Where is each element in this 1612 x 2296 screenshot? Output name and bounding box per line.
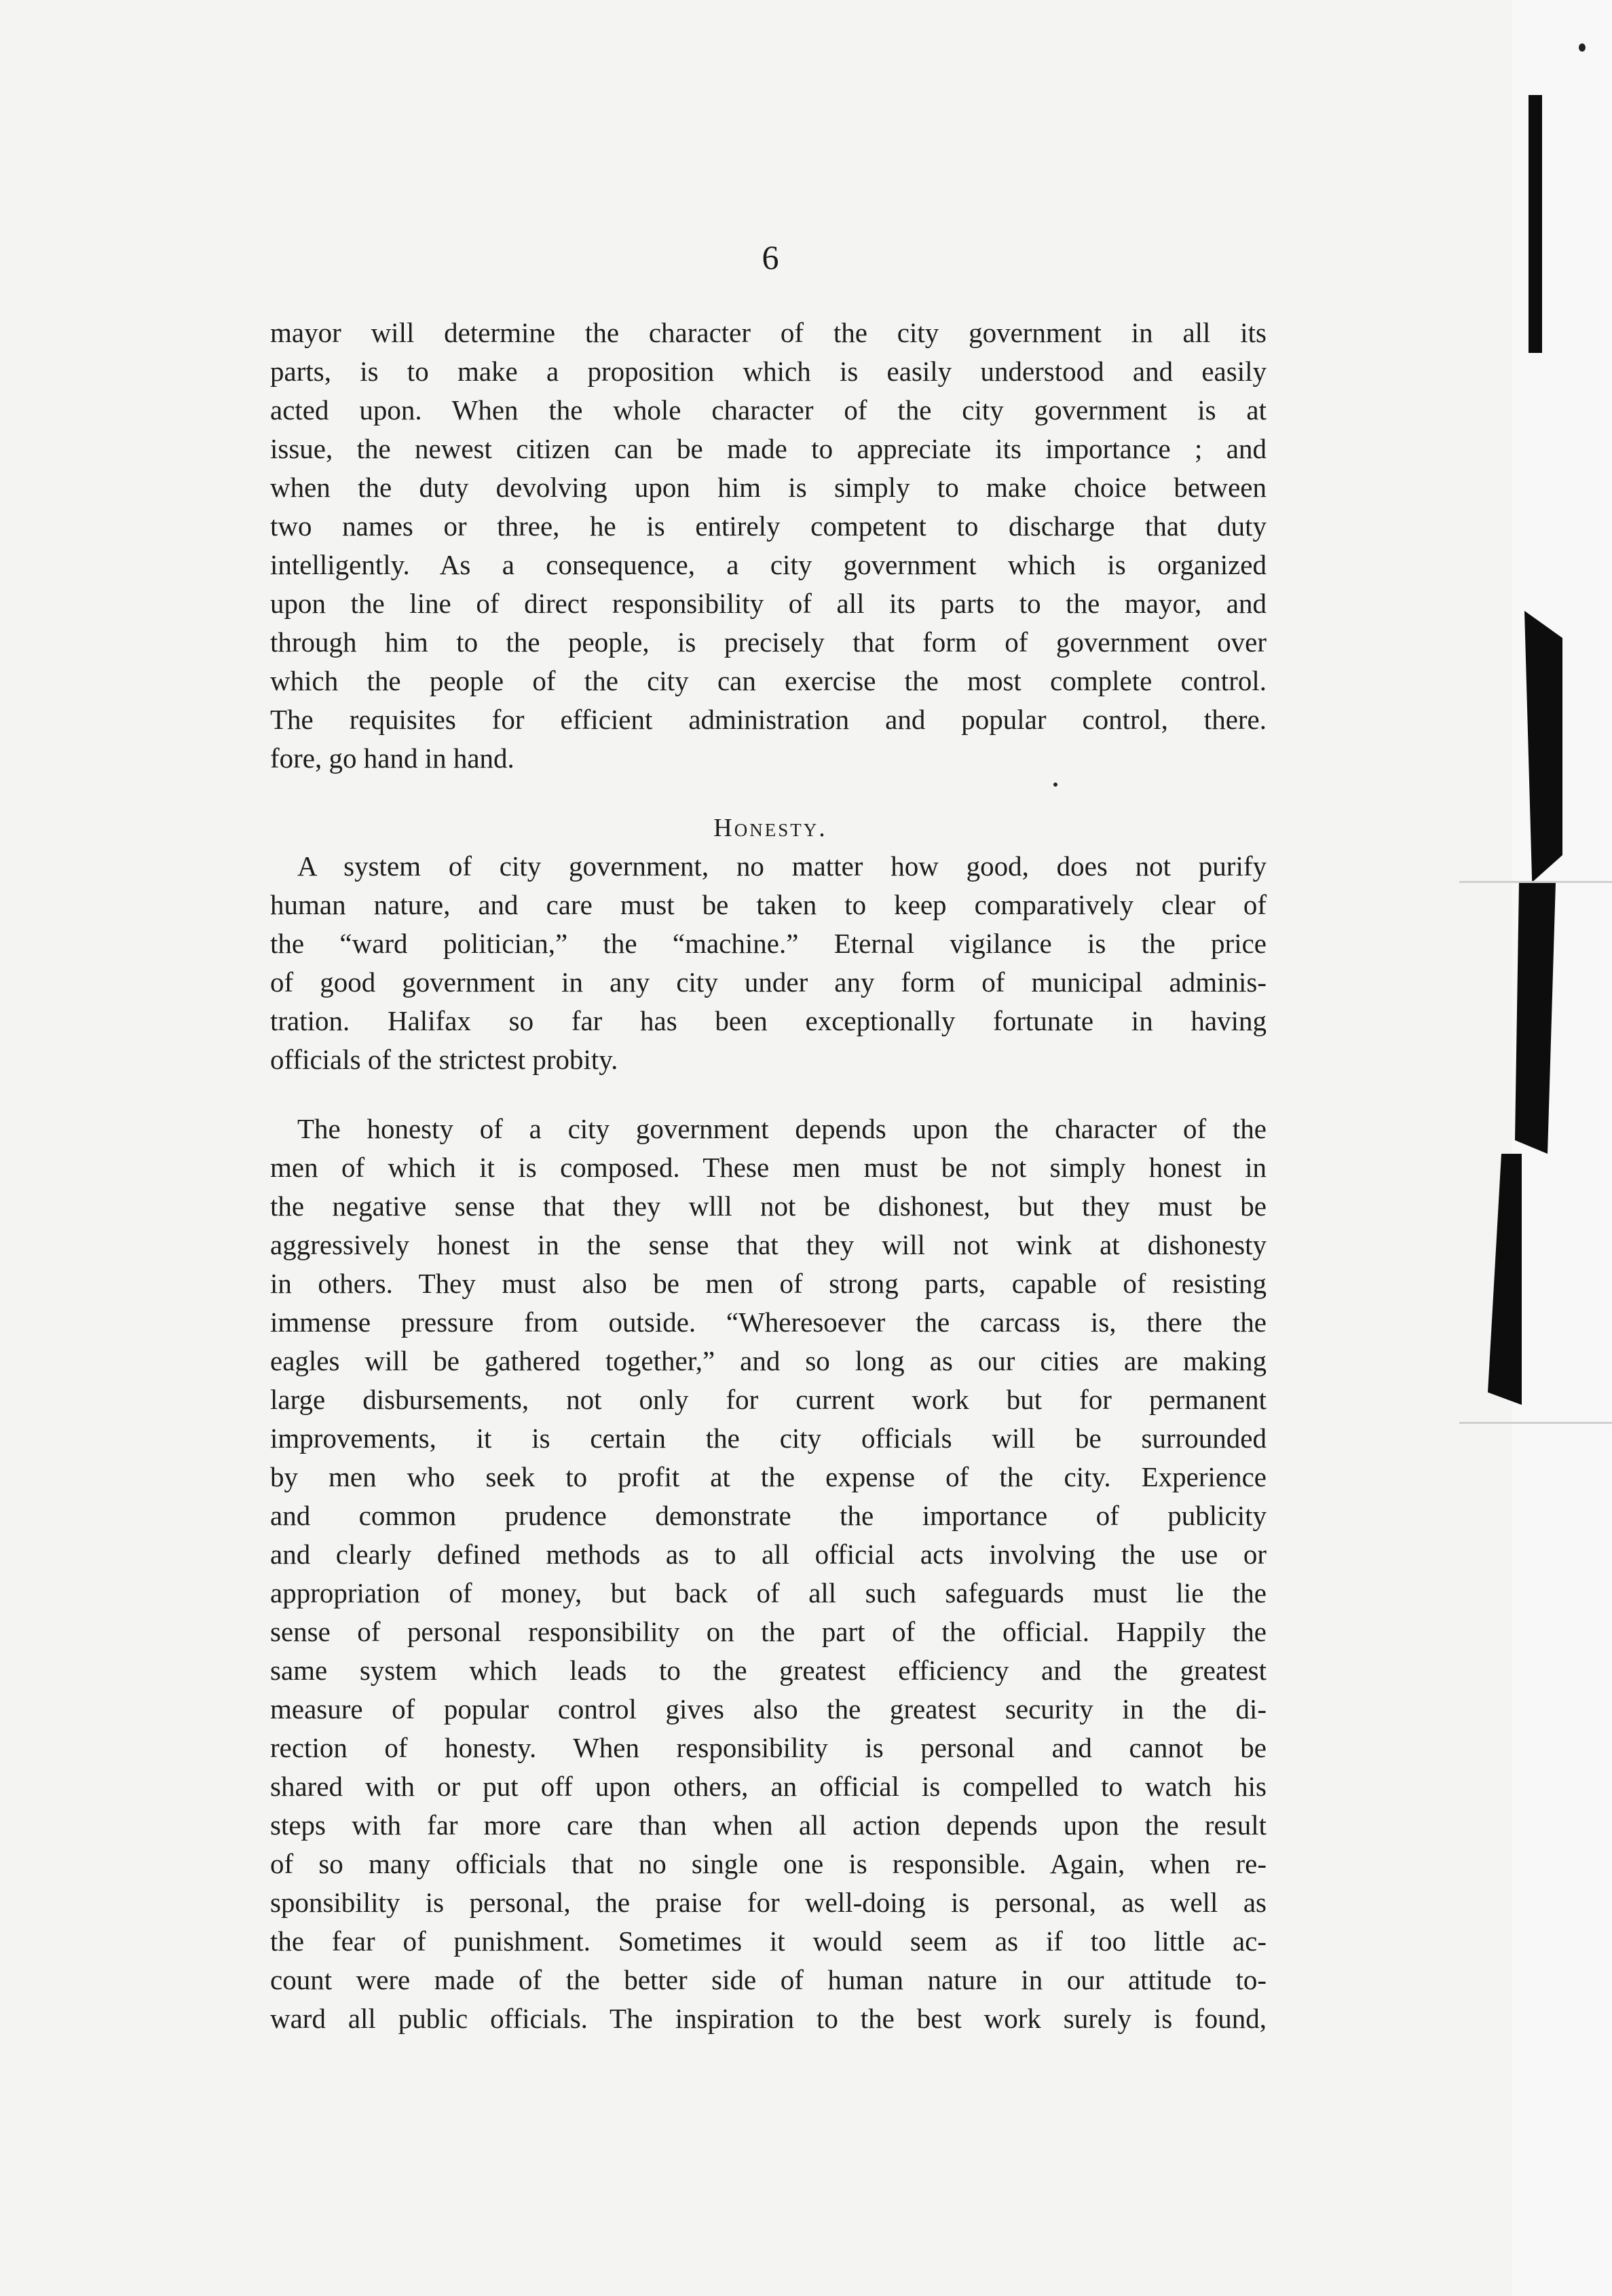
text-line: sponsibility is personal, the praise for well-doing is personal, as well as	[270, 1887, 1267, 1918]
text-line: rection of honesty. When responsibility is personal and cannot be	[270, 1732, 1267, 1763]
text-line: A system of city government, no matter how good, does not purify	[297, 850, 1267, 882]
paragraph-honesty-intro	[270, 847, 1267, 1079]
paragraph-honesty-body	[270, 1110, 1267, 2038]
text-line: and common prudence demonstrate the importance of publicity	[270, 1500, 1267, 1531]
text-line: eagles will be gathered together,” and so long as our cities are making	[270, 1345, 1267, 1376]
page-number: 6	[762, 238, 779, 276]
text-line: the “ward politician,” the “machine.” Eternal vigilance is the price	[270, 928, 1267, 959]
text-line: immense pressure from outside. “Wheresoever the carcass is, there the	[270, 1306, 1267, 1338]
text-line: acted upon. When the whole character of the city government is at	[270, 394, 1267, 426]
text-line: same system which leads to the greatest efficiency and the greatest	[270, 1655, 1267, 1686]
text-line: the negative sense that they wlll not be dishonest, but they must be	[270, 1190, 1267, 1222]
text-line: appropriation of money, but back of all such safeguards must lie the	[270, 1577, 1267, 1608]
text-line: of good government in any city under any form of municipal adminis-	[270, 966, 1267, 998]
text-line: issue, the newest citizen can be made to appreciate its importance ; and	[270, 433, 1267, 464]
text-line: men of which it is composed. These men must be not simply honest in	[270, 1152, 1267, 1183]
section-heading: Honesty.	[713, 814, 827, 842]
scan-mark	[1053, 783, 1057, 787]
text-line: in others. They must also be men of strong parts, capable of resisting	[270, 1268, 1267, 1299]
text-line: The honesty of a city government depends upon the character of the	[297, 1113, 1267, 1144]
text-line: ward all public officials. The inspiration to the best work surely is found,	[270, 2003, 1267, 2034]
text-line: improvements, it is certain the city officials will be surrounded	[270, 1423, 1267, 1454]
torn-page-edge	[1512, 0, 1612, 2296]
page-fold-line-2	[1459, 1422, 1612, 1424]
text-line: measure of popular control gives also the greatest security in the di-	[270, 1693, 1267, 1725]
page-fold-line-1	[1459, 881, 1612, 883]
text-line: human nature, and care must be taken to keep comparatively clear of	[270, 889, 1267, 920]
text-line: tration. Halifax so far has been exceptionally fortunate in having	[270, 1005, 1267, 1036]
text-line: which the people of the city can exercise the most complete control.	[270, 665, 1267, 696]
text-line: upon the line of direct responsibility of all its parts to the mayor, and	[270, 588, 1267, 619]
text-line: intelligently. As a consequence, a city government which is organized	[270, 549, 1267, 580]
paragraph-continued	[270, 314, 1267, 778]
text-line: two names or three, he is entirely competent to discharge that duty	[270, 510, 1267, 542]
text-line: by men who seek to profit at the expense of the city. Experience	[270, 1461, 1267, 1492]
text-line: count were made of the better side of human nature in our attitude to-	[270, 1964, 1267, 1995]
text-line: large disbursements, not only for current work but for permanent	[270, 1384, 1267, 1415]
text-line: when the duty devolving upon him is simply to make choice between	[270, 472, 1267, 503]
text-line: parts, is to make a proposition which is easily understood and easily	[270, 356, 1267, 387]
text-line: officials of the strictest probity.	[270, 1044, 618, 1075]
text-line: of so many officials that no single one is responsible. Again, when re-	[270, 1848, 1267, 1879]
text-line: and clearly defined methods as to all official acts involving the use or	[270, 1539, 1267, 1570]
text-line: through him to the people, is precisely that form of government over	[270, 626, 1267, 658]
binding-shadow-top	[1529, 95, 1542, 353]
text-line: mayor will determine the character of the city government in all its	[270, 317, 1267, 348]
text-line: steps with far more care than when all action depends upon the result	[270, 1809, 1267, 1841]
text-line: fore, go hand in hand.	[270, 742, 514, 774]
text-line: the fear of punishment. Sometimes it would seem as if too little ac-	[270, 1925, 1267, 1957]
text-line: sense of personal responsibility on the part of the official. Happily the	[270, 1616, 1267, 1647]
text-line: The requisites for efficient administration and popular control, there.	[270, 704, 1267, 735]
text-line: shared with or put off upon others, an official is compelled to watch his	[270, 1771, 1267, 1802]
scan-mark	[1579, 43, 1586, 52]
text-line: aggressively honest in the sense that they will not wink at dishonesty	[270, 1229, 1267, 1260]
